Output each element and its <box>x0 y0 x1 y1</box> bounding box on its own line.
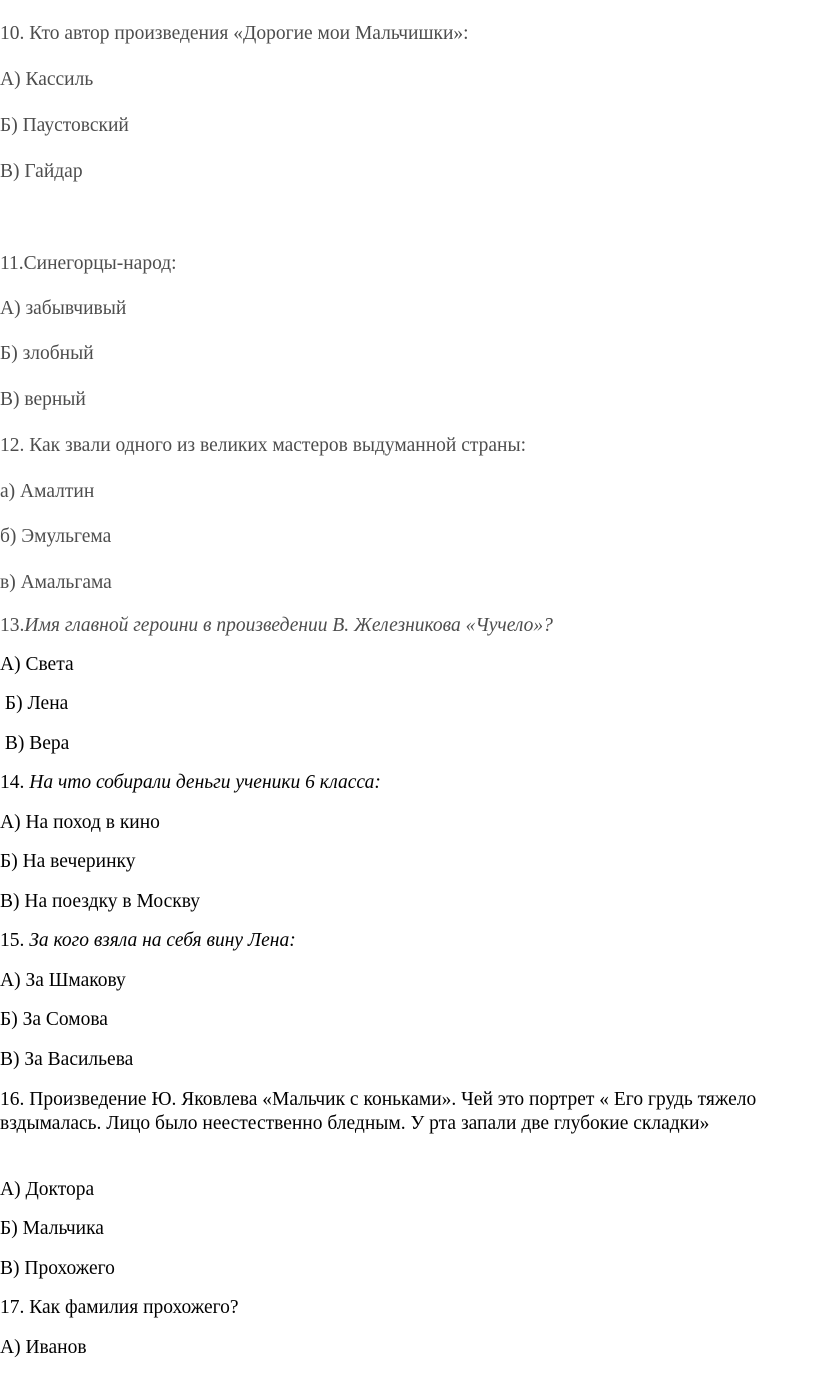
question-15-text: За кого взяла на себя вину Лена: <box>29 930 296 951</box>
question-12-option-c: в) Амальгама <box>0 572 112 593</box>
question-13-option-a: А) Света <box>0 654 74 675</box>
question-16: 16. Произведение Ю. Яковлева «Мальчик с коньками». Чей это портрет « Его грудь тяжело вздымалась. Лицо было неестественно бледным. У рта запали две глубокие складки» <box>0 1089 757 1134</box>
question-15-option-c: В) За Васильева <box>0 1049 134 1070</box>
question-13-option-b: Б) Лена <box>0 693 69 714</box>
question-10-option-a: А) Кассиль <box>0 69 94 90</box>
question-16-option-c: В) Прохожего <box>0 1258 115 1279</box>
question-15-option-a: А) За Шмакову <box>0 970 126 991</box>
question-16-option-a: А) Доктора <box>0 1179 95 1200</box>
question-16-option-b: Б) Мальчика <box>0 1218 104 1239</box>
question-12-option-b: б) Эмульгема <box>0 526 112 547</box>
question-14 <box>0 771 381 795</box>
question-15-number: 15. <box>0 930 30 951</box>
question-14-text: На что собирали деньги ученики 6 класса: <box>29 772 381 793</box>
question-13-option-c: В) Вера <box>0 733 70 754</box>
question-10-option-b: Б) Паустовский <box>0 115 129 136</box>
question-13-text: Имя главной героини в произведении В. Железникова «Чучело»? <box>24 615 553 636</box>
question-11: 11.Синегорцы-народ: <box>0 253 177 274</box>
question-14-option-a: А) На поход в кино <box>0 812 160 833</box>
question-13-number: 13. <box>0 615 25 636</box>
question-14-number: 14. <box>0 772 30 793</box>
question-11-option-a: А) забывчивый <box>0 298 127 319</box>
question-17-option-a: А) Иванов <box>0 1337 87 1358</box>
question-13 <box>0 614 553 638</box>
question-10-option-c: В) Гайдар <box>0 161 83 182</box>
question-11-option-c: В) верный <box>0 389 86 410</box>
question-15 <box>0 929 296 953</box>
question-17: 17. Как фамилия прохожего? <box>0 1297 239 1318</box>
question-12-option-a: а) Амалтин <box>0 481 95 502</box>
question-12: 12. Как звали одного из великих мастеров выдуманной страны: <box>0 435 526 456</box>
question-14-option-b: Б) На вечеринку <box>0 851 136 872</box>
question-10: 10. Кто автор произведения «Дорогие мои Мальчишки»: <box>0 23 469 44</box>
question-11-option-b: Б) злобный <box>0 343 94 364</box>
question-14-option-c: В) На поездку в Москву <box>0 891 200 912</box>
question-15-option-b: Б) За Сомова <box>0 1009 108 1030</box>
